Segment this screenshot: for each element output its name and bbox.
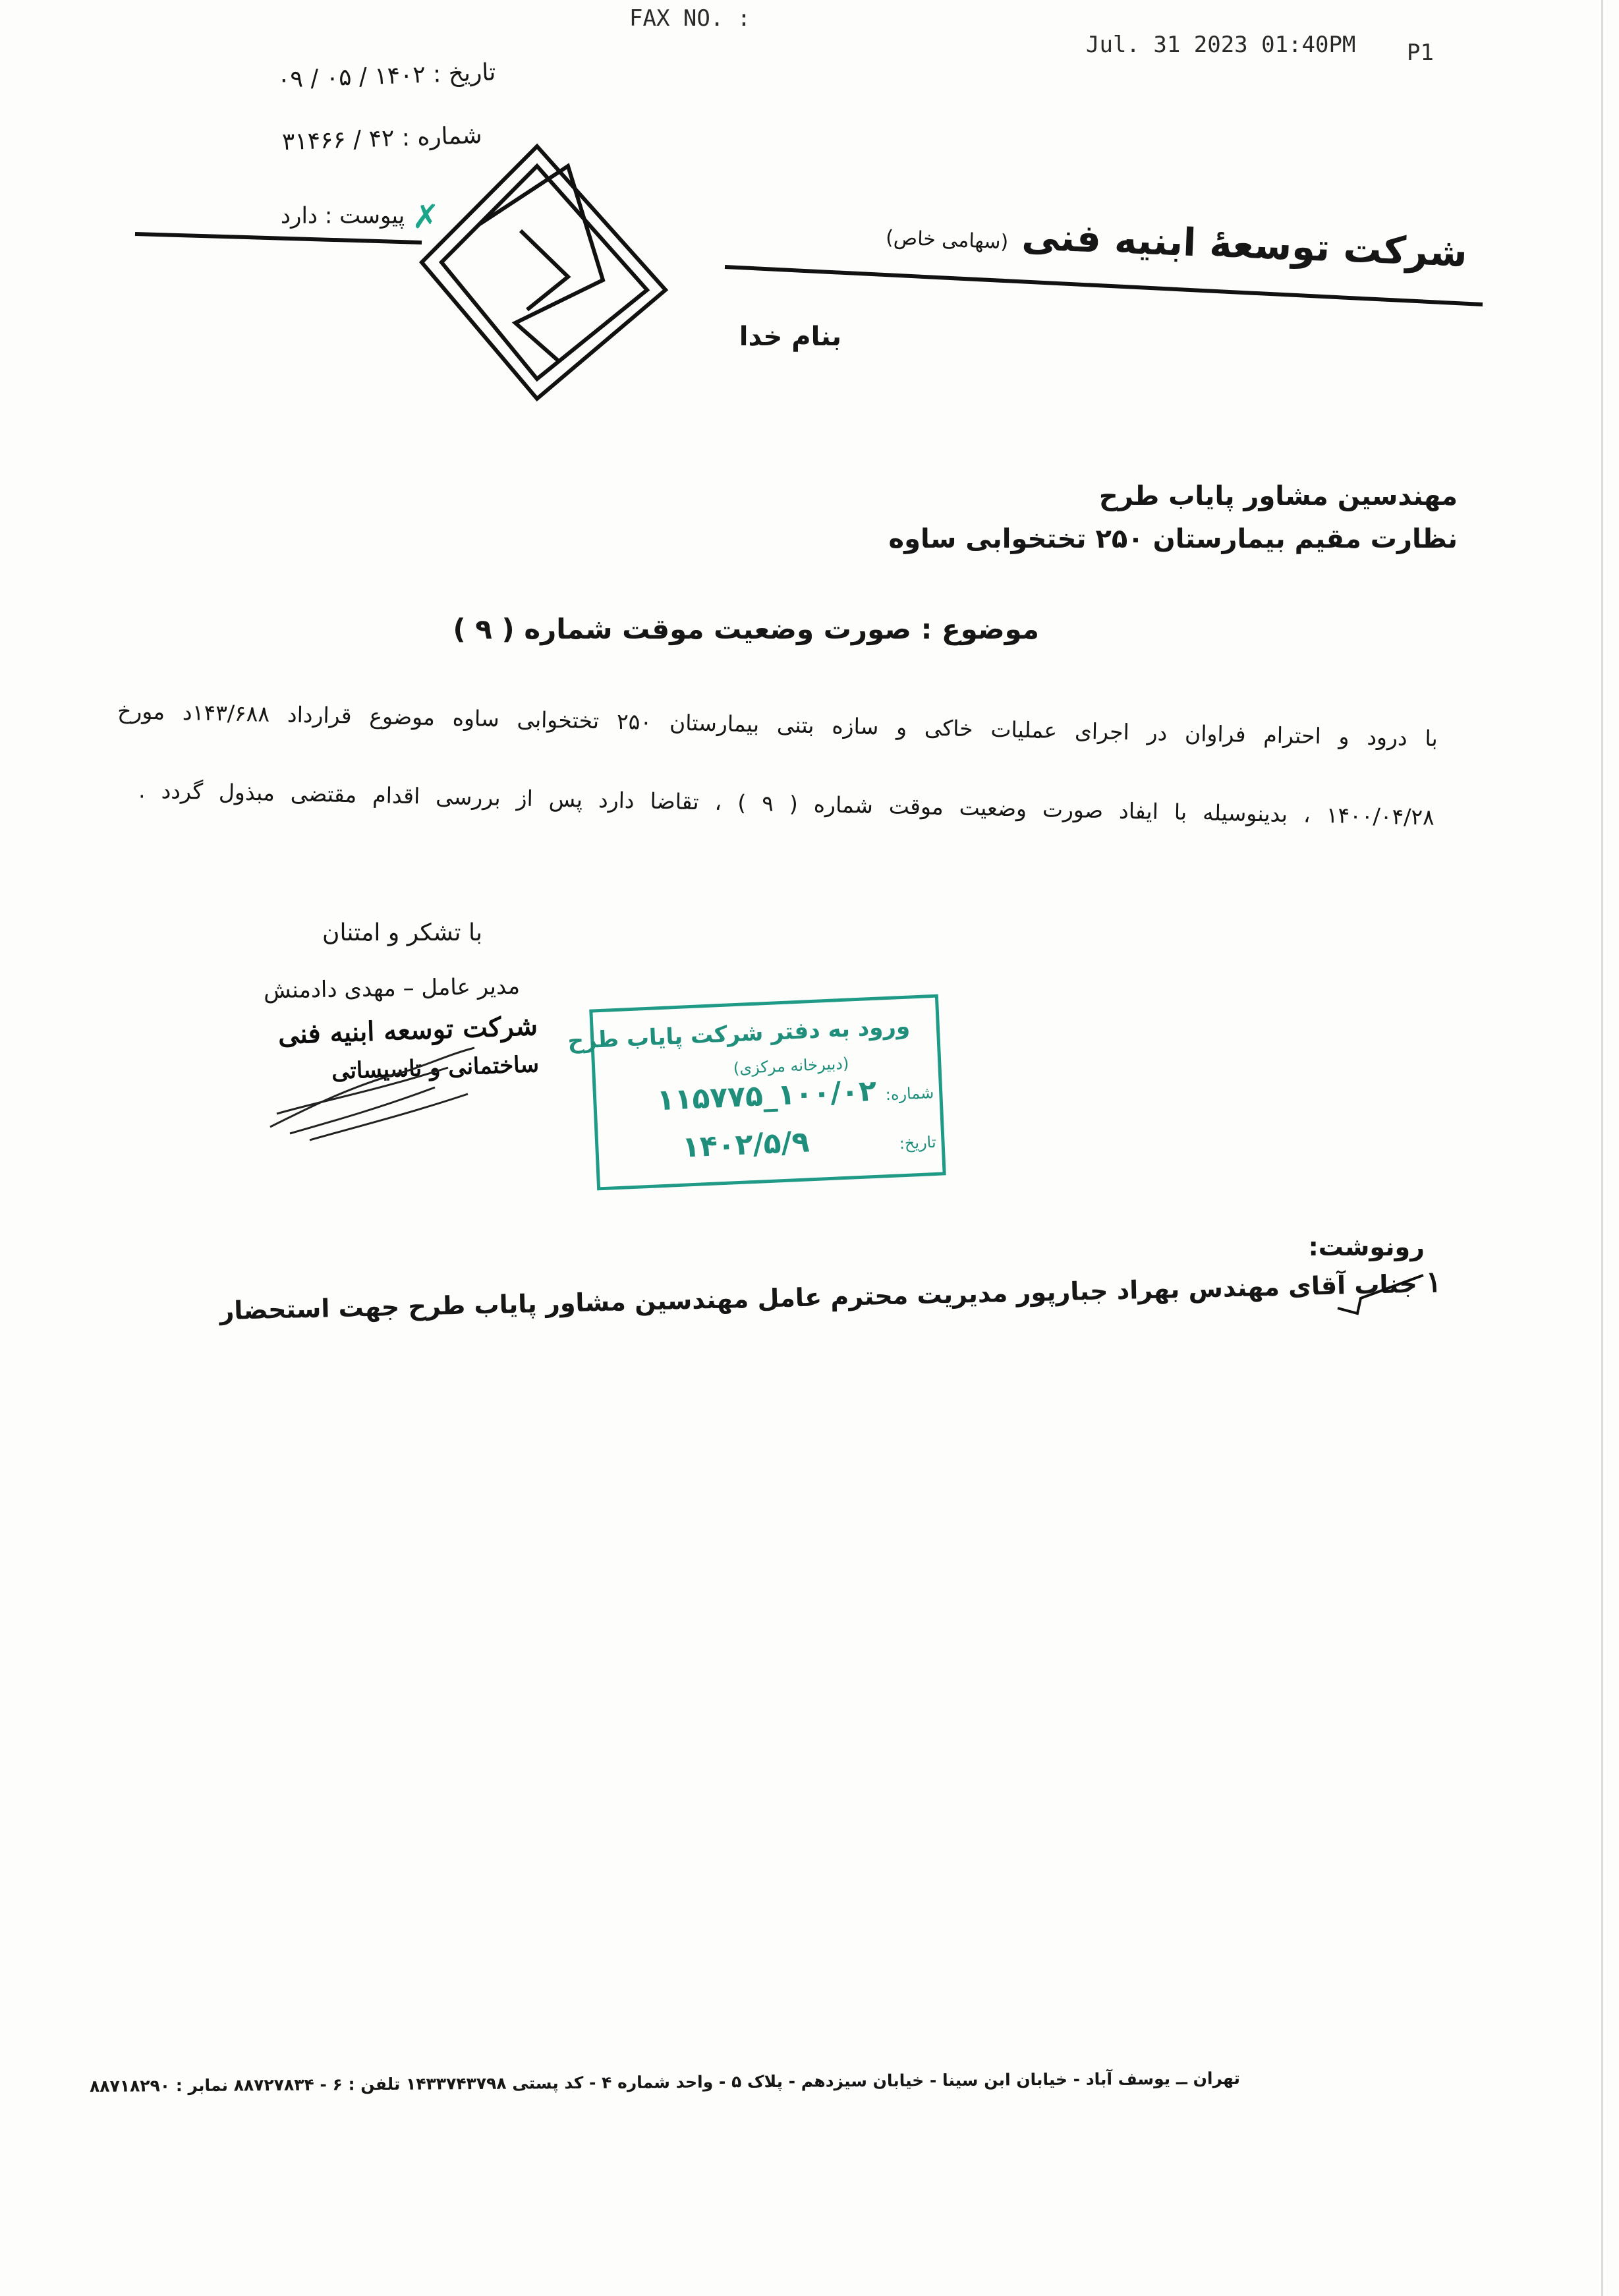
fax-number-label: FAX NO. : bbox=[629, 5, 751, 32]
stamp-subtitle: (دبیرخانه مرکزی) bbox=[733, 1054, 849, 1078]
stamp-number-value: ۱۰۰/۰۲_۱۱۵۷۷۵ bbox=[656, 1074, 878, 1118]
stamp-number-label: شماره: bbox=[885, 1083, 934, 1105]
footer-address: تهران ــ یوسف آباد - خیابان ابن سینا - خیابان سیزدهم - پلاک ۵ - واحد شماره ۴ - کد پستی ۱۴۳۳۷۴۳۷۹۸ تلفن : ۶ - ۸۸۷۲۷۸۳۴ نمابر : ۸۸۷۱۸۲۹۰ bbox=[89, 2068, 1241, 2096]
recipient-line-2: نظارت مقیم بیمارستان ۲۵۰ تختخوابی ساوه bbox=[888, 524, 1458, 554]
stamp-date-label: تاریخ: bbox=[899, 1132, 937, 1153]
cc-bracket bbox=[1331, 1262, 1430, 1321]
signature-scribble bbox=[250, 1028, 540, 1147]
cc-item-text: جناب آقای مهندس بهراد جبارپور مدیریت محترم عامل مهندسین مشاور پایاب طرح جهت استحضار bbox=[219, 1269, 1417, 1326]
body-line-2: ۱۴۰۰/۰۴/۲۸ ، بدینوسیله با ایفاد صورت وضعیت موقت شماره ( ۹ ) ، تقاضا دارد پس از بررسی اقدام مقتضی مبذول گردد . bbox=[138, 777, 1435, 830]
received-stamp bbox=[567, 994, 946, 1191]
closing: با تشکر و امتنان bbox=[322, 919, 482, 946]
seal-line-2: ساختمانی و تاسیساتی bbox=[331, 1051, 540, 1085]
body-line-1: با درود و احترام فراوان در اجرای عملیات خاکی و سازه بتنی بیمارستان ۲۵۰ تختخوابی ساوه موضوع قرارداد ۱۴۳/۶۸۸د مورخ bbox=[117, 698, 1438, 751]
company-name-text: شرکت توسعهٔ ابنیه فنی bbox=[1021, 214, 1469, 275]
stamp-date-value: ۱۴۰۲/۵/۹ bbox=[681, 1125, 810, 1164]
recipient-line-1: مهندسین مشاور پایاب طرح bbox=[1098, 481, 1458, 511]
number-value: ۴۲ / ۳۱۴۶۶ bbox=[281, 125, 395, 156]
date-value: ۱۴۰۲ / ۰۵ / ۰۹ bbox=[277, 61, 426, 94]
signatory: مدیر عامل – مهدی دادمنش bbox=[263, 973, 521, 1004]
cc-label: رونوشت: bbox=[1308, 1232, 1425, 1261]
subject-line: موضوع : صورت وضعیت موقت شماره ( ۹ ) bbox=[453, 613, 1039, 645]
cc-item bbox=[219, 1265, 1441, 1327]
invocation: بنام خدا bbox=[739, 322, 841, 352]
date-label: تاریخ : bbox=[432, 59, 496, 88]
fax-page-number: P1 bbox=[1407, 40, 1434, 66]
company-logo-icon bbox=[422, 146, 666, 399]
seal-line-1: شرکت توسعه ابنیه فنی bbox=[277, 1010, 538, 1050]
company-type: (سهامی خاص) bbox=[885, 226, 1009, 254]
stamp-title: ورود به دفتر شرکت پایاب طرح bbox=[567, 1013, 911, 1055]
attachment-text: پیوست : دارد bbox=[280, 202, 405, 229]
number-label: شماره : bbox=[401, 121, 483, 152]
cc-item-number: ۱ bbox=[1425, 1265, 1442, 1300]
fax-timestamp: Jul. 31 2023 01:40PM bbox=[1086, 32, 1356, 58]
check-mark-icon: ✗ bbox=[412, 198, 440, 236]
